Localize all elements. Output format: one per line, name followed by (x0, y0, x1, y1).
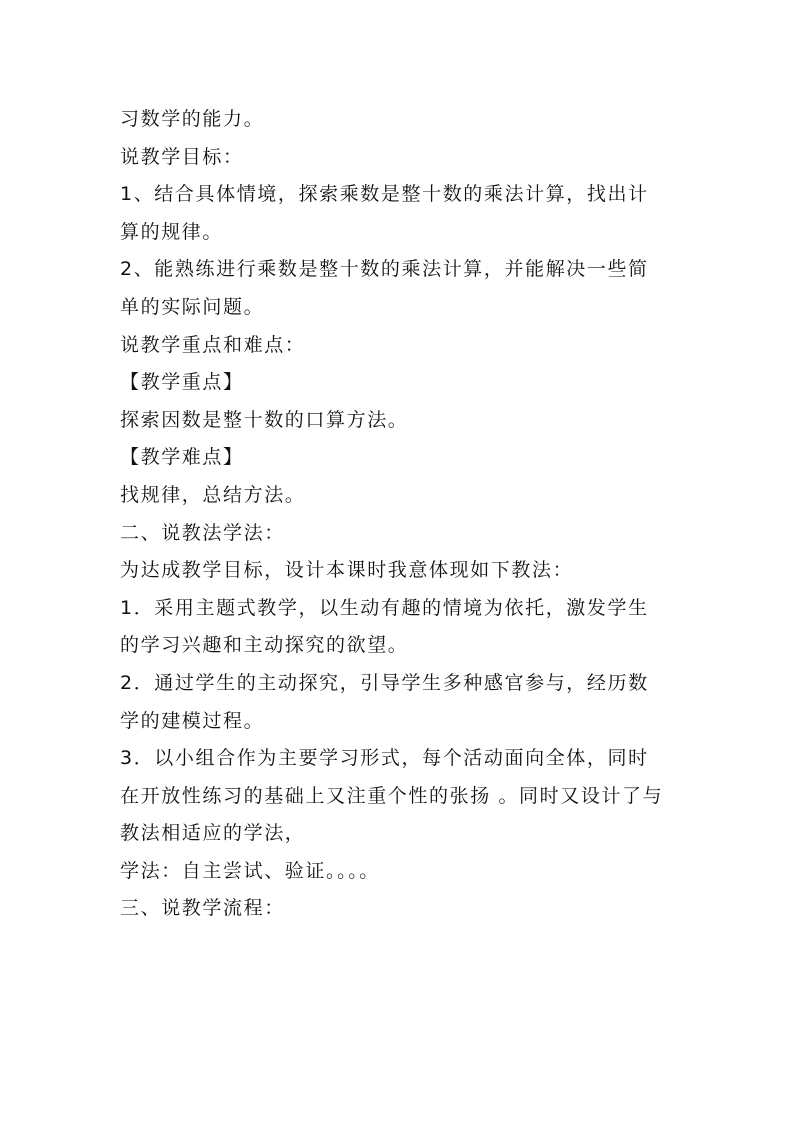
text-line: 习数学的能力。 (120, 108, 265, 130)
text-line: 2、能熟练进行乘数是整十数的乘法计算，并能解决一些简 (120, 258, 649, 281)
section-heading: 说教学重点和难点： (120, 333, 306, 356)
text-line: 教法相适应的学法， (120, 822, 306, 845)
text-line: 2．通过学生的主动探究，引导学生多种感官参与，经历数 (120, 671, 649, 694)
section-heading: 说教学目标： (120, 145, 244, 168)
document-body (120, 101, 680, 928)
text-line: 3．以小组合作为主要学习形式，每个活动面向全体，同时 (120, 747, 649, 770)
text-line: 的学习兴趣和主动探究的欲望。 (120, 634, 409, 657)
text-line: 学的建模过程。 (120, 709, 265, 732)
subheading: 【教学重点】 (120, 371, 244, 394)
subheading: 【教学难点】 (120, 446, 244, 469)
text-line: 探索因数是整十数的口算方法。 (120, 408, 409, 431)
text-line: 1、结合具体情境，探索乘数是整十数的乘法计算，找出计 (120, 183, 649, 206)
text-line: 找规律，总结方法。 (120, 483, 306, 506)
text-line: 在开放性练习的基础上又注重个性的张扬 。同时又设计了与 (120, 784, 664, 807)
text-line: 1．采用主题式教学，以生动有趣的情境为依托，激发学生 (120, 596, 649, 619)
text-line: 算的规律。 (120, 220, 224, 243)
text-line: 学法：自主尝试、验证。。。。 (120, 859, 380, 882)
text-line: 单的实际问题。 (120, 295, 265, 318)
text-line: 为达成教学目标，设计本课时我意体现如下教法： (120, 559, 574, 582)
section-heading: 三、说教学流程： (120, 897, 285, 920)
section-heading: 二、说教法学法： (120, 521, 285, 544)
